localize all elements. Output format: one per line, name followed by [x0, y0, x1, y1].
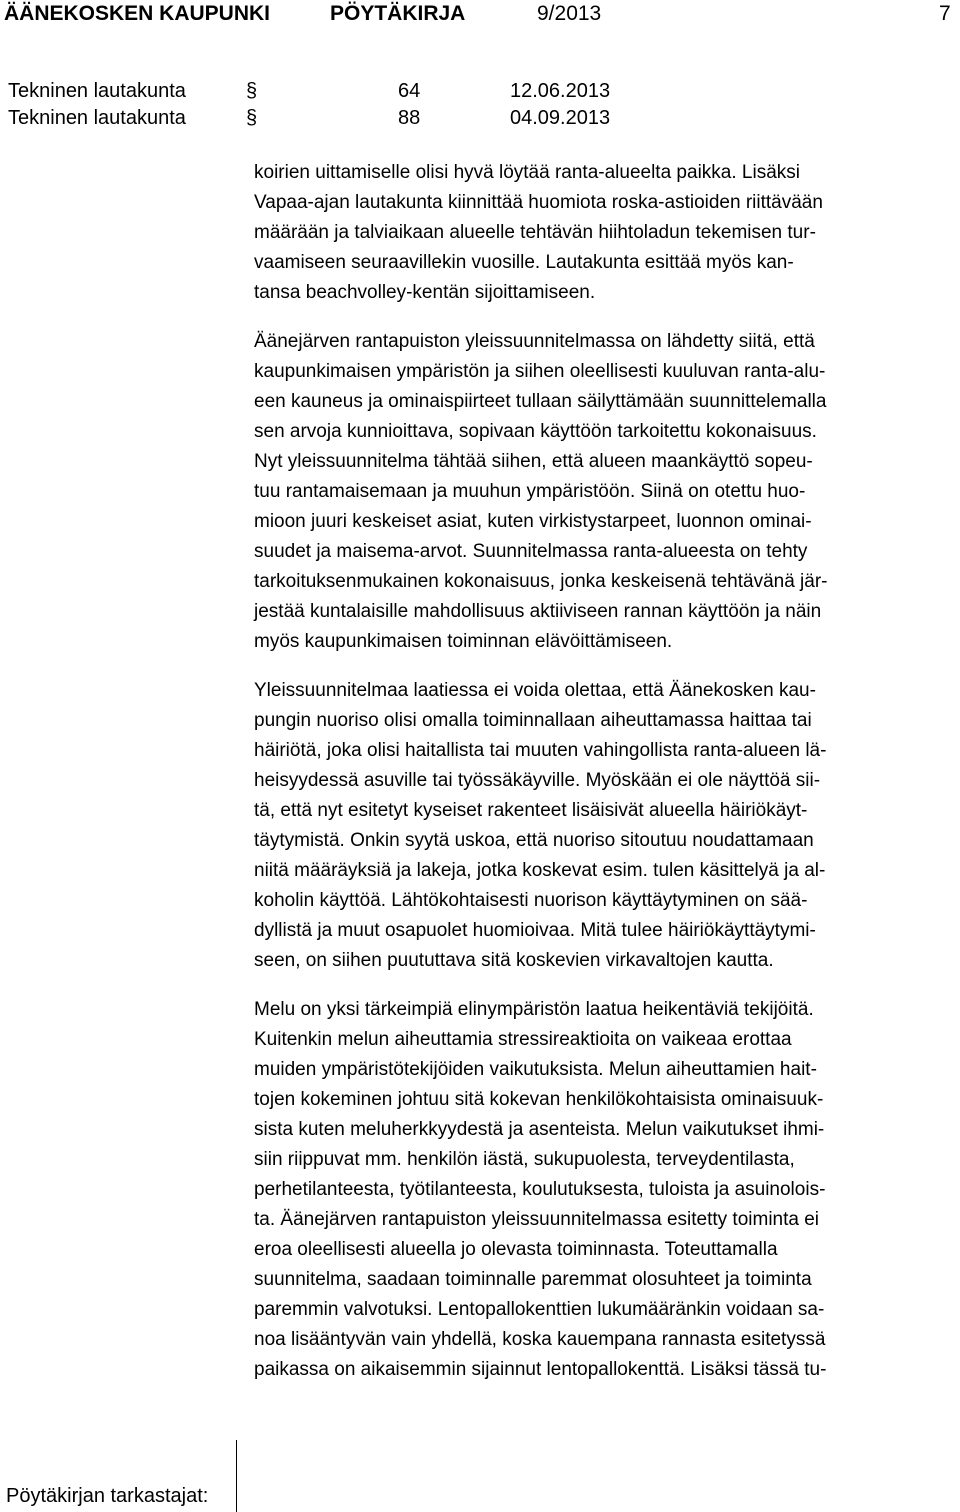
body-paragraph: Äänejärven rantapuiston yleissuunnitelmassa on lähdetty siitä, että kaupunkimaisen ympäristön ja siihen oleellisesti kuuluvan ranta-alu- een kauneus ja ominaispiirteet tullaan säilyttämään suunnittelemalla sen arvoja kunnioittava, sopivaan käyttöön tarkoitettu kokonaisuus. Nyt yleissuunnitelma tähtää siihen, että alueen maankäyttö sopeu- tuu rantamaisemaan ja muuhun ympäristöön. Siinä on otettu huo- mioon juuri keskeiset asiat, kuten virkistystarpeet, luonnon ominai- suudet ja maisema-arvot. Suunnitelmassa ranta-alueesta on tehty tarkoituksenmukainen kokonaisuus, jonka keskeisenä tehtävänä jär- jestää kuntalaisille mahdollisuus aktiiviseen rannan käyttöön ja näin myös kaupunkimaisen toiminnan elävöittämiseen. [254, 331, 828, 652]
document-body [254, 158, 954, 1404]
document-header [0, 0, 960, 32]
meeting-date: 04.09.2013 [510, 107, 611, 129]
document-type: PÖYTÄKIRJA [330, 2, 466, 25]
page-number: 7 [939, 2, 951, 25]
footer-divider [236, 1440, 237, 1512]
organization-name: ÄÄNEKOSKEN KAUPUNKI [4, 2, 271, 25]
document-footer [0, 1440, 960, 1512]
section-number: 64 [398, 80, 421, 102]
board-name: Tekninen lautakunta [8, 107, 186, 129]
body-paragraph: Yleissuunnitelmaa laatiessa ei voida olettaa, että Äänekosken kau- pungin nuoriso olisi omalla toiminnallaan aiheuttamassa haittaa tai häiriötä, joka olisi haitallista tai muuten vahingollista ranta-alueen lä- heisyydessä asuville tai työssäkäyville. Myöskään ei ole näyttöä sii- tä, että nyt esitetyt kyseiset rakenteet lisäisivät alueella häiriökäyt- täytymistä. Onkin syytä uskoa, että nuoriso sitoutuu noudattamaan niitä määräyksiä ja lakeja, jotka koskevat esim. tulen käsittelyä ja al- koholin käyttöä. Lähtökohtaisesti nuorison käyttäytyminen on sää- dyllistä ja muut osapuolet huomioivaa. Mitä tulee häiriökäyttäytymi- seen, on siihen puututtava sitä koskevien virkavaltojen kautta. [254, 680, 827, 971]
minutes-number: 9/2013 [537, 2, 602, 25]
section-sign: § [246, 107, 258, 129]
board-name: Tekninen lautakunta [8, 80, 186, 102]
meeting-date: 12.06.2013 [510, 80, 611, 102]
body-paragraph: koirien uittamiselle olisi hyvä löytää ranta-alueelta paikka. Lisäksi Vapaa-ajan lautakunta kiinnittää huomiota roska-astioiden riittävään määrään ja talviaikaan alueelle tehtävän hiihtoladun tekemisen tur- vaamiseen seuraavillekin vuosille. Lautakunta esittää myös kan- tansa beachvolley-kentän sijoittamiseen. [254, 162, 823, 303]
section-sign: § [246, 80, 258, 102]
reference-row [0, 80, 960, 107]
reference-row [0, 107, 960, 134]
body-paragraph: Melu on yksi tärkeimpiä elinympäristön laatua heikentäviä tekijöitä. Kuitenkin melun aiheuttamia stressireaktioita on vaikeaa erottaa muiden ympäristötekijöiden vaikutuksista. Melun aiheuttamien hait- tojen kokeminen johtuu sitä kokevan henkilökohtaisista ominaisuuk- sista kuten meluherkkyydestä ja asenteista. Melun vaikutukset ihmi- siin riippuvat mm. henkilön iästä, sukupuolesta, terveydentilasta, perhetilanteesta, työtilanteesta, koulutuksesta, tuloista ja asuinolois- ta. Äänejärven rantapuiston yleissuunnitelmassa esitetty toiminta ei eroa oleellisesti alueella jo olevasta toiminnasta. Toteuttamalla suunnitelma, saadaan toiminnalle paremmat olosuhteet ja toiminta paremmin valvotuksi. Lentopallokenttien lukumääränkin voidaan sa- noa lisääntyvän vain yhdellä, koska kauempana rannasta esitetyssä paikassa on aikaisemmin sijainnut lentopallokenttä. Lisäksi tässä tu- [254, 999, 827, 1380]
section-number: 88 [398, 107, 421, 129]
minutes-reviewers-label: Pöytäkirjan tarkastajat: [6, 1485, 209, 1507]
meeting-references [0, 80, 960, 134]
